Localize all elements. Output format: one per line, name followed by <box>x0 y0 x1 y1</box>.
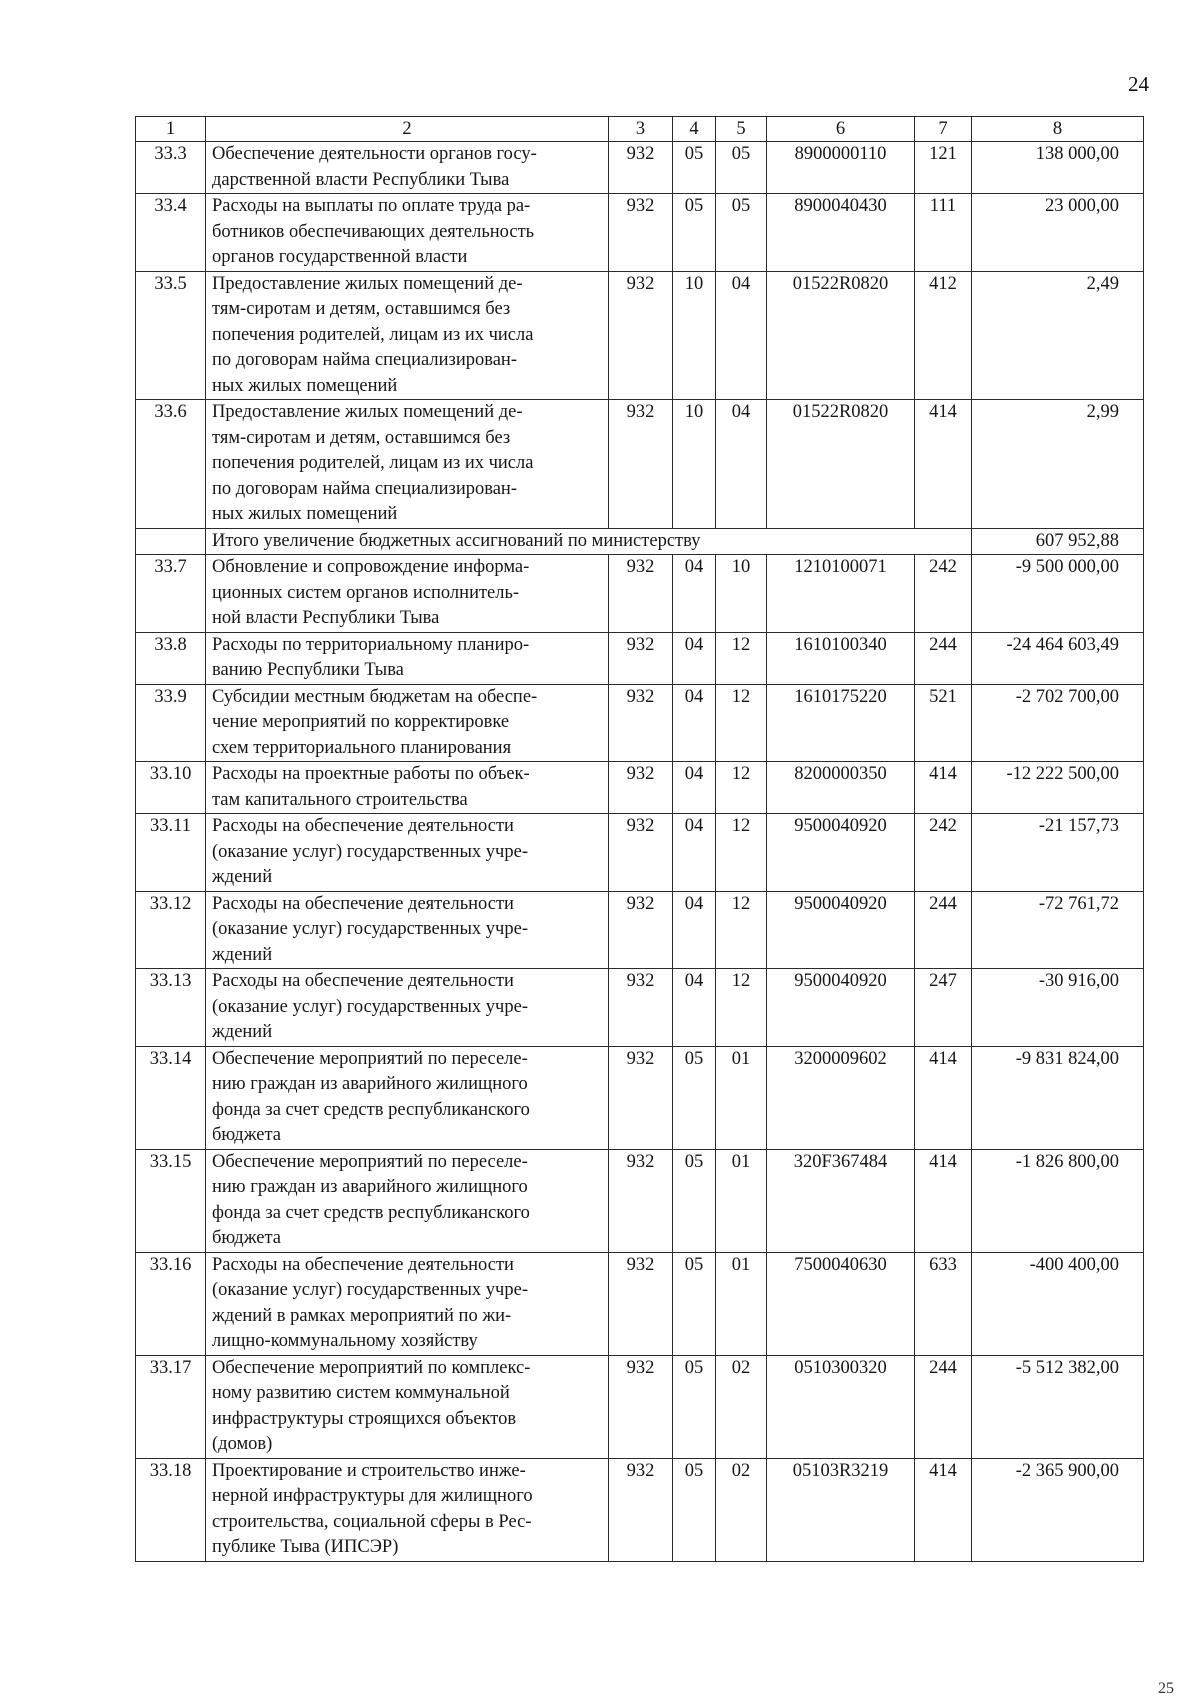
expense-type-code: 111 <box>915 194 972 272</box>
ministry-code: 932 <box>609 1355 673 1458</box>
ministry-code: 932 <box>609 142 673 194</box>
table-row <box>136 1252 1144 1355</box>
row-number: 33.11 <box>136 814 206 892</box>
description-line: Обновление и сопровождение информа- <box>212 557 530 577</box>
section-code: 04 <box>673 762 716 814</box>
description-line: ждений <box>212 1022 273 1042</box>
table-row <box>136 1149 1144 1252</box>
ministry-code: 932 <box>609 555 673 633</box>
description-line: нерной инфраструктуры для жилищного <box>212 1486 533 1506</box>
amount: 2,99 <box>972 400 1144 529</box>
expense-description <box>206 969 609 1047</box>
description-line: фонда за счет средств республиканского <box>212 1202 530 1223</box>
description-line: Обеспечение мероприятий по комплекс- <box>212 1357 531 1378</box>
expense-type-code: 121 <box>915 142 972 194</box>
expense-description <box>206 891 609 969</box>
table-row <box>136 142 1144 194</box>
description-line: (оказание услуг) государственных учре- <box>212 1280 528 1300</box>
description-line: Обеспечение мероприятий по переселе- <box>212 1151 528 1172</box>
target-article-code: 1610175220 <box>767 684 915 762</box>
expense-type-code: 412 <box>915 271 972 400</box>
target-article-code: 9500040920 <box>767 814 915 892</box>
total-empty-cell <box>136 528 206 555</box>
expense-type-code: 244 <box>915 891 972 969</box>
target-article-code: 9500040920 <box>767 969 915 1047</box>
subsection-code: 12 <box>716 632 767 684</box>
row-number: 33.4 <box>136 194 206 272</box>
expense-description <box>206 1458 609 1561</box>
ministry-code: 932 <box>609 814 673 892</box>
section-code: 05 <box>673 1252 716 1355</box>
expense-type-code: 247 <box>915 969 972 1047</box>
description-line: Обеспечение мероприятий по переселе- <box>212 1048 528 1069</box>
target-article-code: 8900040430 <box>767 194 915 272</box>
description-line: попечения родителей, лицам из их числа <box>212 324 534 345</box>
target-article-code: 1210100071 <box>767 555 915 633</box>
description-line: ному развитию систем коммунальной <box>212 1383 510 1403</box>
target-article-code: 05103R3219 <box>767 1458 915 1561</box>
ministry-code: 932 <box>609 969 673 1047</box>
subsection-code: 02 <box>716 1458 767 1561</box>
subsection-code: 04 <box>716 400 767 529</box>
expense-type-code: 414 <box>915 1046 972 1149</box>
target-article-code: 3200009602 <box>767 1046 915 1149</box>
row-number: 33.13 <box>136 969 206 1047</box>
expense-type-code: 244 <box>915 1355 972 1458</box>
row-number: 33.16 <box>136 1252 206 1355</box>
description-line: ной власти Республики Тыва <box>212 608 440 628</box>
subsection-code: 12 <box>716 891 767 969</box>
description-line: Субсидии местным бюджетам на обеспе- <box>212 686 538 707</box>
page-footer-mark: 25 <box>1158 1680 1174 1697</box>
description-line: чение мероприятий по корректировке <box>212 712 510 732</box>
amount: -9 500 000,00 <box>972 555 1144 633</box>
ministry-code: 932 <box>609 1252 673 1355</box>
section-code: 10 <box>673 400 716 529</box>
description-line: схем территориального планирования <box>212 737 512 758</box>
total-label: Итого увеличение бюджетных ассигнований по министерству <box>206 528 972 555</box>
description-line: Расходы на обеспечение деятельности <box>212 816 514 836</box>
table-row <box>136 555 1144 633</box>
subsection-code: 02 <box>716 1355 767 1458</box>
amount: -2 365 900,00 <box>972 1458 1144 1561</box>
description-line: нию граждан из аварийного жилищного <box>212 1074 528 1094</box>
description-line: дарственной власти Республики Тыва <box>212 169 510 190</box>
ministry-code: 932 <box>609 271 673 400</box>
expense-type-code: 242 <box>915 814 972 892</box>
expense-description <box>206 194 609 272</box>
description-line: ванию Республики Тыва <box>212 660 404 680</box>
section-code: 04 <box>673 684 716 762</box>
ministry-code: 932 <box>609 1458 673 1561</box>
target-article-code: 8900000110 <box>767 142 915 194</box>
description-line: Предоставление жилых помещений де- <box>212 273 523 294</box>
expense-type-code: 414 <box>915 762 972 814</box>
table-row <box>136 1355 1144 1458</box>
expense-description <box>206 762 609 814</box>
description-line: Расходы по территориальному планиро- <box>212 634 530 655</box>
expense-description <box>206 1252 609 1355</box>
description-line: органов государственной власти <box>212 247 468 267</box>
expense-description <box>206 142 609 194</box>
expense-description <box>206 814 609 892</box>
description-line: тям-сиротам и детям, оставшимся без <box>212 299 511 319</box>
amount: -2 702 700,00 <box>972 684 1144 762</box>
row-number: 33.10 <box>136 762 206 814</box>
description-line: Расходы на проектные работы по объек- <box>212 764 530 784</box>
target-article-code: 7500040630 <box>767 1252 915 1355</box>
expense-type-code: 521 <box>915 684 972 762</box>
description-line: инфраструктуры строящихся объектов <box>212 1408 517 1429</box>
target-article-code: 9500040920 <box>767 891 915 969</box>
column-header: 7 <box>915 117 972 142</box>
description-line: ждений <box>212 944 273 965</box>
expense-description <box>206 271 609 400</box>
section-code: 05 <box>673 1046 716 1149</box>
page-number: 24 <box>1128 72 1149 96</box>
amount: -72 761,72 <box>972 891 1144 969</box>
column-header: 6 <box>767 117 915 142</box>
section-code: 04 <box>673 632 716 684</box>
description-line: Проектирование и строительство инже- <box>212 1460 526 1481</box>
total-row <box>136 528 1144 555</box>
column-header: 2 <box>206 117 609 142</box>
description-line: по договорам найма специализирован- <box>212 350 517 370</box>
subsection-code: 10 <box>716 555 767 633</box>
description-line: ждений в рамках мероприятий по жи- <box>212 1305 512 1326</box>
row-number: 33.14 <box>136 1046 206 1149</box>
expense-description <box>206 1046 609 1149</box>
subsection-code: 04 <box>716 271 767 400</box>
amount: -21 157,73 <box>972 814 1144 892</box>
description-line: Расходы на обеспечение деятельности <box>212 1254 514 1275</box>
table-row <box>136 1046 1144 1149</box>
subsection-code: 12 <box>716 814 767 892</box>
description-line: (оказание услуг) государственных учре- <box>212 841 528 862</box>
subsection-code: 05 <box>716 142 767 194</box>
description-line: Предоставление жилых помещений де- <box>212 402 523 422</box>
description-line: ботников обеспечивающих деятельность <box>212 221 535 242</box>
table-row <box>136 814 1144 892</box>
expense-description <box>206 632 609 684</box>
target-article-code: 01522R0820 <box>767 271 915 400</box>
description-line: Расходы на выплаты по оплате труда ра- <box>212 196 531 216</box>
section-code: 04 <box>673 814 716 892</box>
section-code: 05 <box>673 1355 716 1458</box>
subsection-code: 12 <box>716 762 767 814</box>
expense-description <box>206 400 609 529</box>
amount: -24 464 603,49 <box>972 632 1144 684</box>
amount: -5 512 382,00 <box>972 1355 1144 1458</box>
table-row <box>136 400 1144 529</box>
amount: 23 000,00 <box>972 194 1144 272</box>
description-line: попечения родителей, лицам из их числа <box>212 453 534 473</box>
expense-type-code: 414 <box>915 1458 972 1561</box>
row-number: 33.8 <box>136 632 206 684</box>
ministry-code: 932 <box>609 762 673 814</box>
table-row <box>136 194 1144 272</box>
description-line: ждений <box>212 867 273 887</box>
ministry-code: 932 <box>609 400 673 529</box>
expense-type-code: 242 <box>915 555 972 633</box>
target-article-code: 8200000350 <box>767 762 915 814</box>
section-code: 10 <box>673 271 716 400</box>
ministry-code: 932 <box>609 1046 673 1149</box>
description-line: бюджета <box>212 1125 281 1145</box>
section-code: 04 <box>673 891 716 969</box>
amount: -9 831 824,00 <box>972 1046 1144 1149</box>
expense-description <box>206 1149 609 1252</box>
amount: 138 000,00 <box>972 142 1144 194</box>
description-line: ных жилых помещений <box>212 375 398 396</box>
column-header: 8 <box>972 117 1144 142</box>
table-row <box>136 891 1144 969</box>
expense-description <box>206 1355 609 1458</box>
description-line: ционных систем органов исполнитель- <box>212 582 520 603</box>
row-number: 33.17 <box>136 1355 206 1458</box>
description-line: лищно-коммунальному хозяйству <box>212 1331 478 1351</box>
description-line: по договорам найма специализирован- <box>212 478 517 499</box>
amount: -30 916,00 <box>972 969 1144 1047</box>
expense-type-code: 414 <box>915 400 972 529</box>
section-code: 05 <box>673 1149 716 1252</box>
description-line: фонда за счет средств республиканского <box>212 1099 530 1120</box>
column-header: 3 <box>609 117 673 142</box>
amount: -400 400,00 <box>972 1252 1144 1355</box>
subsection-code: 01 <box>716 1046 767 1149</box>
target-article-code: 01522R0820 <box>767 400 915 529</box>
section-code: 04 <box>673 969 716 1047</box>
expense-description <box>206 684 609 762</box>
row-number: 33.15 <box>136 1149 206 1252</box>
description-line: Обеспечение деятельности органов госу- <box>212 144 537 164</box>
table-row <box>136 969 1144 1047</box>
amount: 2,49 <box>972 271 1144 400</box>
table-row <box>136 1458 1144 1561</box>
row-number: 33.3 <box>136 142 206 194</box>
target-article-code: 320F367484 <box>767 1149 915 1252</box>
column-header: 1 <box>136 117 206 142</box>
section-code: 05 <box>673 1458 716 1561</box>
description-line: тям-сиротам и детям, оставшимся без <box>212 427 511 448</box>
row-number: 33.5 <box>136 271 206 400</box>
table-row <box>136 684 1144 762</box>
description-line: (оказание услуг) государственных учре- <box>212 996 528 1017</box>
table-header-row <box>136 117 1144 142</box>
description-line: бюджета <box>212 1228 281 1248</box>
subsection-code: 12 <box>716 684 767 762</box>
table-row <box>136 762 1144 814</box>
row-number: 33.12 <box>136 891 206 969</box>
ministry-code: 932 <box>609 1149 673 1252</box>
total-amount: 607 952,88 <box>972 528 1144 555</box>
description-line: строительства, социальной сферы в Рес- <box>212 1511 532 1532</box>
description-line: Расходы на обеспечение деятельности <box>212 971 514 991</box>
row-number: 33.18 <box>136 1458 206 1561</box>
expense-type-code: 244 <box>915 632 972 684</box>
row-number: 33.9 <box>136 684 206 762</box>
column-header: 4 <box>673 117 716 142</box>
subsection-code: 01 <box>716 1252 767 1355</box>
description-line: ных жилых помещений <box>212 504 398 524</box>
row-number: 33.7 <box>136 555 206 633</box>
description-line: (оказание услуг) государственных учре- <box>212 919 528 939</box>
expense-type-code: 414 <box>915 1149 972 1252</box>
description-line: нию граждан из аварийного жилищного <box>212 1177 528 1197</box>
target-article-code: 0510300320 <box>767 1355 915 1458</box>
budget-allocation-table <box>135 116 1144 1562</box>
expense-description <box>206 555 609 633</box>
amount: -1 826 800,00 <box>972 1149 1144 1252</box>
description-line: публике Тыва (ИПСЭР) <box>212 1537 399 1557</box>
ministry-code: 932 <box>609 194 673 272</box>
column-header: 5 <box>716 117 767 142</box>
description-line: там капитального строительства <box>212 789 468 810</box>
section-code: 05 <box>673 142 716 194</box>
subsection-code: 05 <box>716 194 767 272</box>
row-number: 33.6 <box>136 400 206 529</box>
subsection-code: 01 <box>716 1149 767 1252</box>
ministry-code: 932 <box>609 684 673 762</box>
ministry-code: 932 <box>609 632 673 684</box>
section-code: 04 <box>673 555 716 633</box>
section-code: 05 <box>673 194 716 272</box>
subsection-code: 12 <box>716 969 767 1047</box>
table-row <box>136 632 1144 684</box>
ministry-code: 932 <box>609 891 673 969</box>
description-line: Расходы на обеспечение деятельности <box>212 893 514 914</box>
expense-type-code: 633 <box>915 1252 972 1355</box>
table-row <box>136 271 1144 400</box>
description-line: (домов) <box>212 1434 273 1454</box>
target-article-code: 1610100340 <box>767 632 915 684</box>
amount: -12 222 500,00 <box>972 762 1144 814</box>
